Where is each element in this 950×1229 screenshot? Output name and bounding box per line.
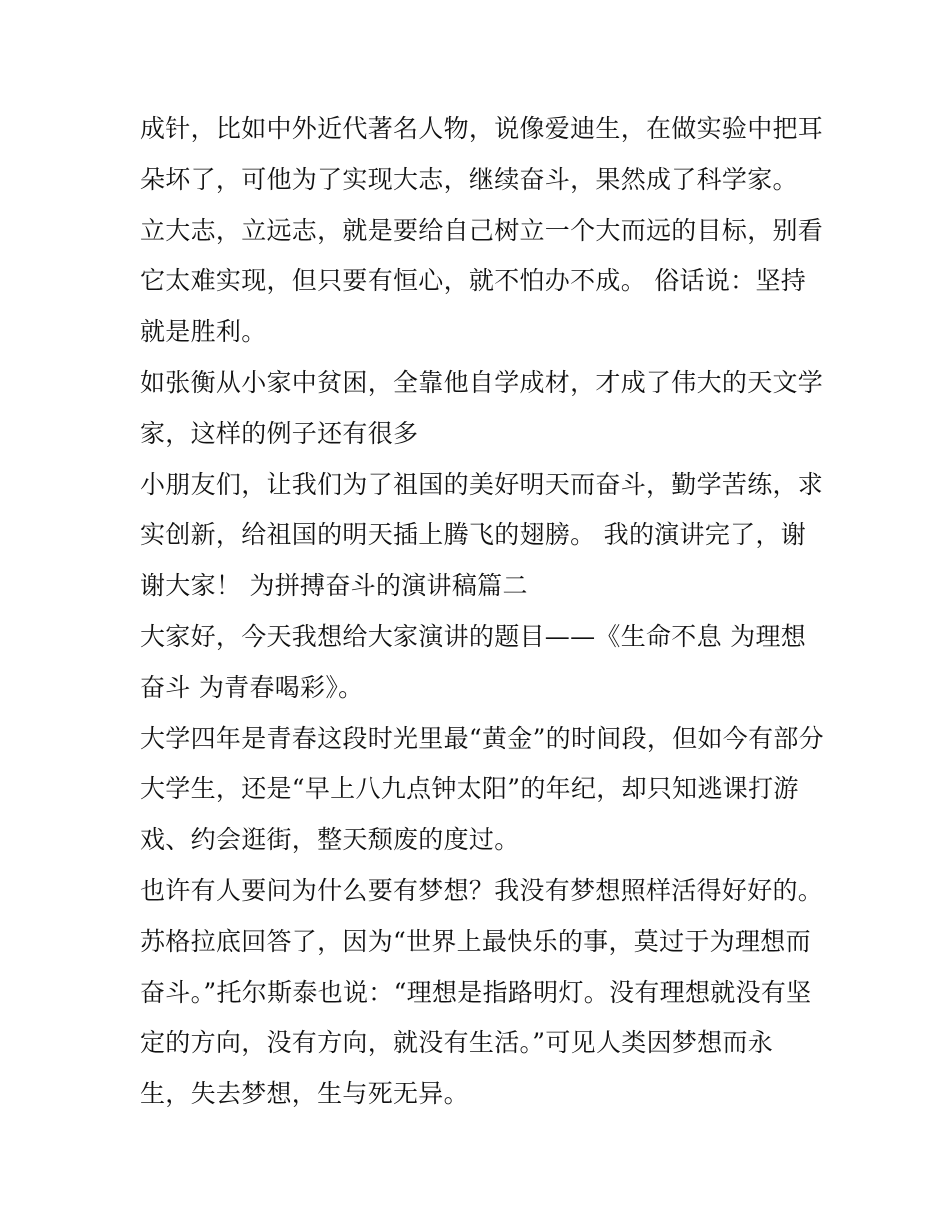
text-line: 朵坏了，可他为了实现大志，继续奋斗，果然成了科学家。 [140, 164, 798, 194]
text-line: 家，这样的例子还有很多 [140, 418, 419, 448]
text-line: 大学生，还是“早上八九点钟太阳”的年纪，却只知逃课打游 [140, 774, 799, 804]
text-line: 苏格拉底回答了，因为“世界上最快乐的事，莫过于为理想而 [140, 926, 811, 956]
text-line: 戏、约会逛街，整天颓废的度过。 [140, 825, 520, 855]
text-line: 立大志，立远志，就是要给自己树立一个大而远的目标，别看 [140, 215, 824, 245]
text-line: 奋斗 为青春喝彩》。 [140, 672, 364, 702]
text-line: 生，失去梦想，生与死无异。 [140, 1079, 469, 1109]
document-body [140, 104, 830, 1120]
text-line: 成针，比如中外近代著名人物，说像爱迪生，在做实验中把耳 [140, 114, 824, 143]
text-line: 小朋友们，让我们为了祖国的美好明天而奋斗，勤学苦练，求 [140, 469, 824, 499]
text-line: 也许有人要问为什么要有梦想？我没有梦想照样活得好好的。 [140, 875, 824, 905]
text-line: 奋斗。”托尔斯泰也说：“理想是指路明灯。没有理想就没有坚 [140, 977, 812, 1007]
text-line: 谢大家！ 为拼搏奋斗的演讲稿篇二 [140, 571, 528, 601]
text-line: 它太难实现，但只要有恒心，就不怕办不成。 俗话说：坚持 [140, 266, 807, 296]
text-line: 就是胜利。 [140, 317, 267, 347]
text-line: 大家好，今天我想给大家演讲的题目——《生命不息 为理想 [140, 621, 807, 651]
text-line: 大学四年是青春这段时光里最“黄金”的时间段，但如今有部分 [140, 723, 824, 753]
text-line: 实创新，给祖国的明天插上腾飞的翅膀。 我的演讲完了，谢 [140, 520, 807, 550]
text-line: 定的方向，没有方向，就没有生活。”可见人类因梦想而永 [140, 1028, 774, 1058]
text-line: 如张衡从小家中贫困，全靠他自学成材，才成了伟大的天文学 [140, 367, 824, 397]
